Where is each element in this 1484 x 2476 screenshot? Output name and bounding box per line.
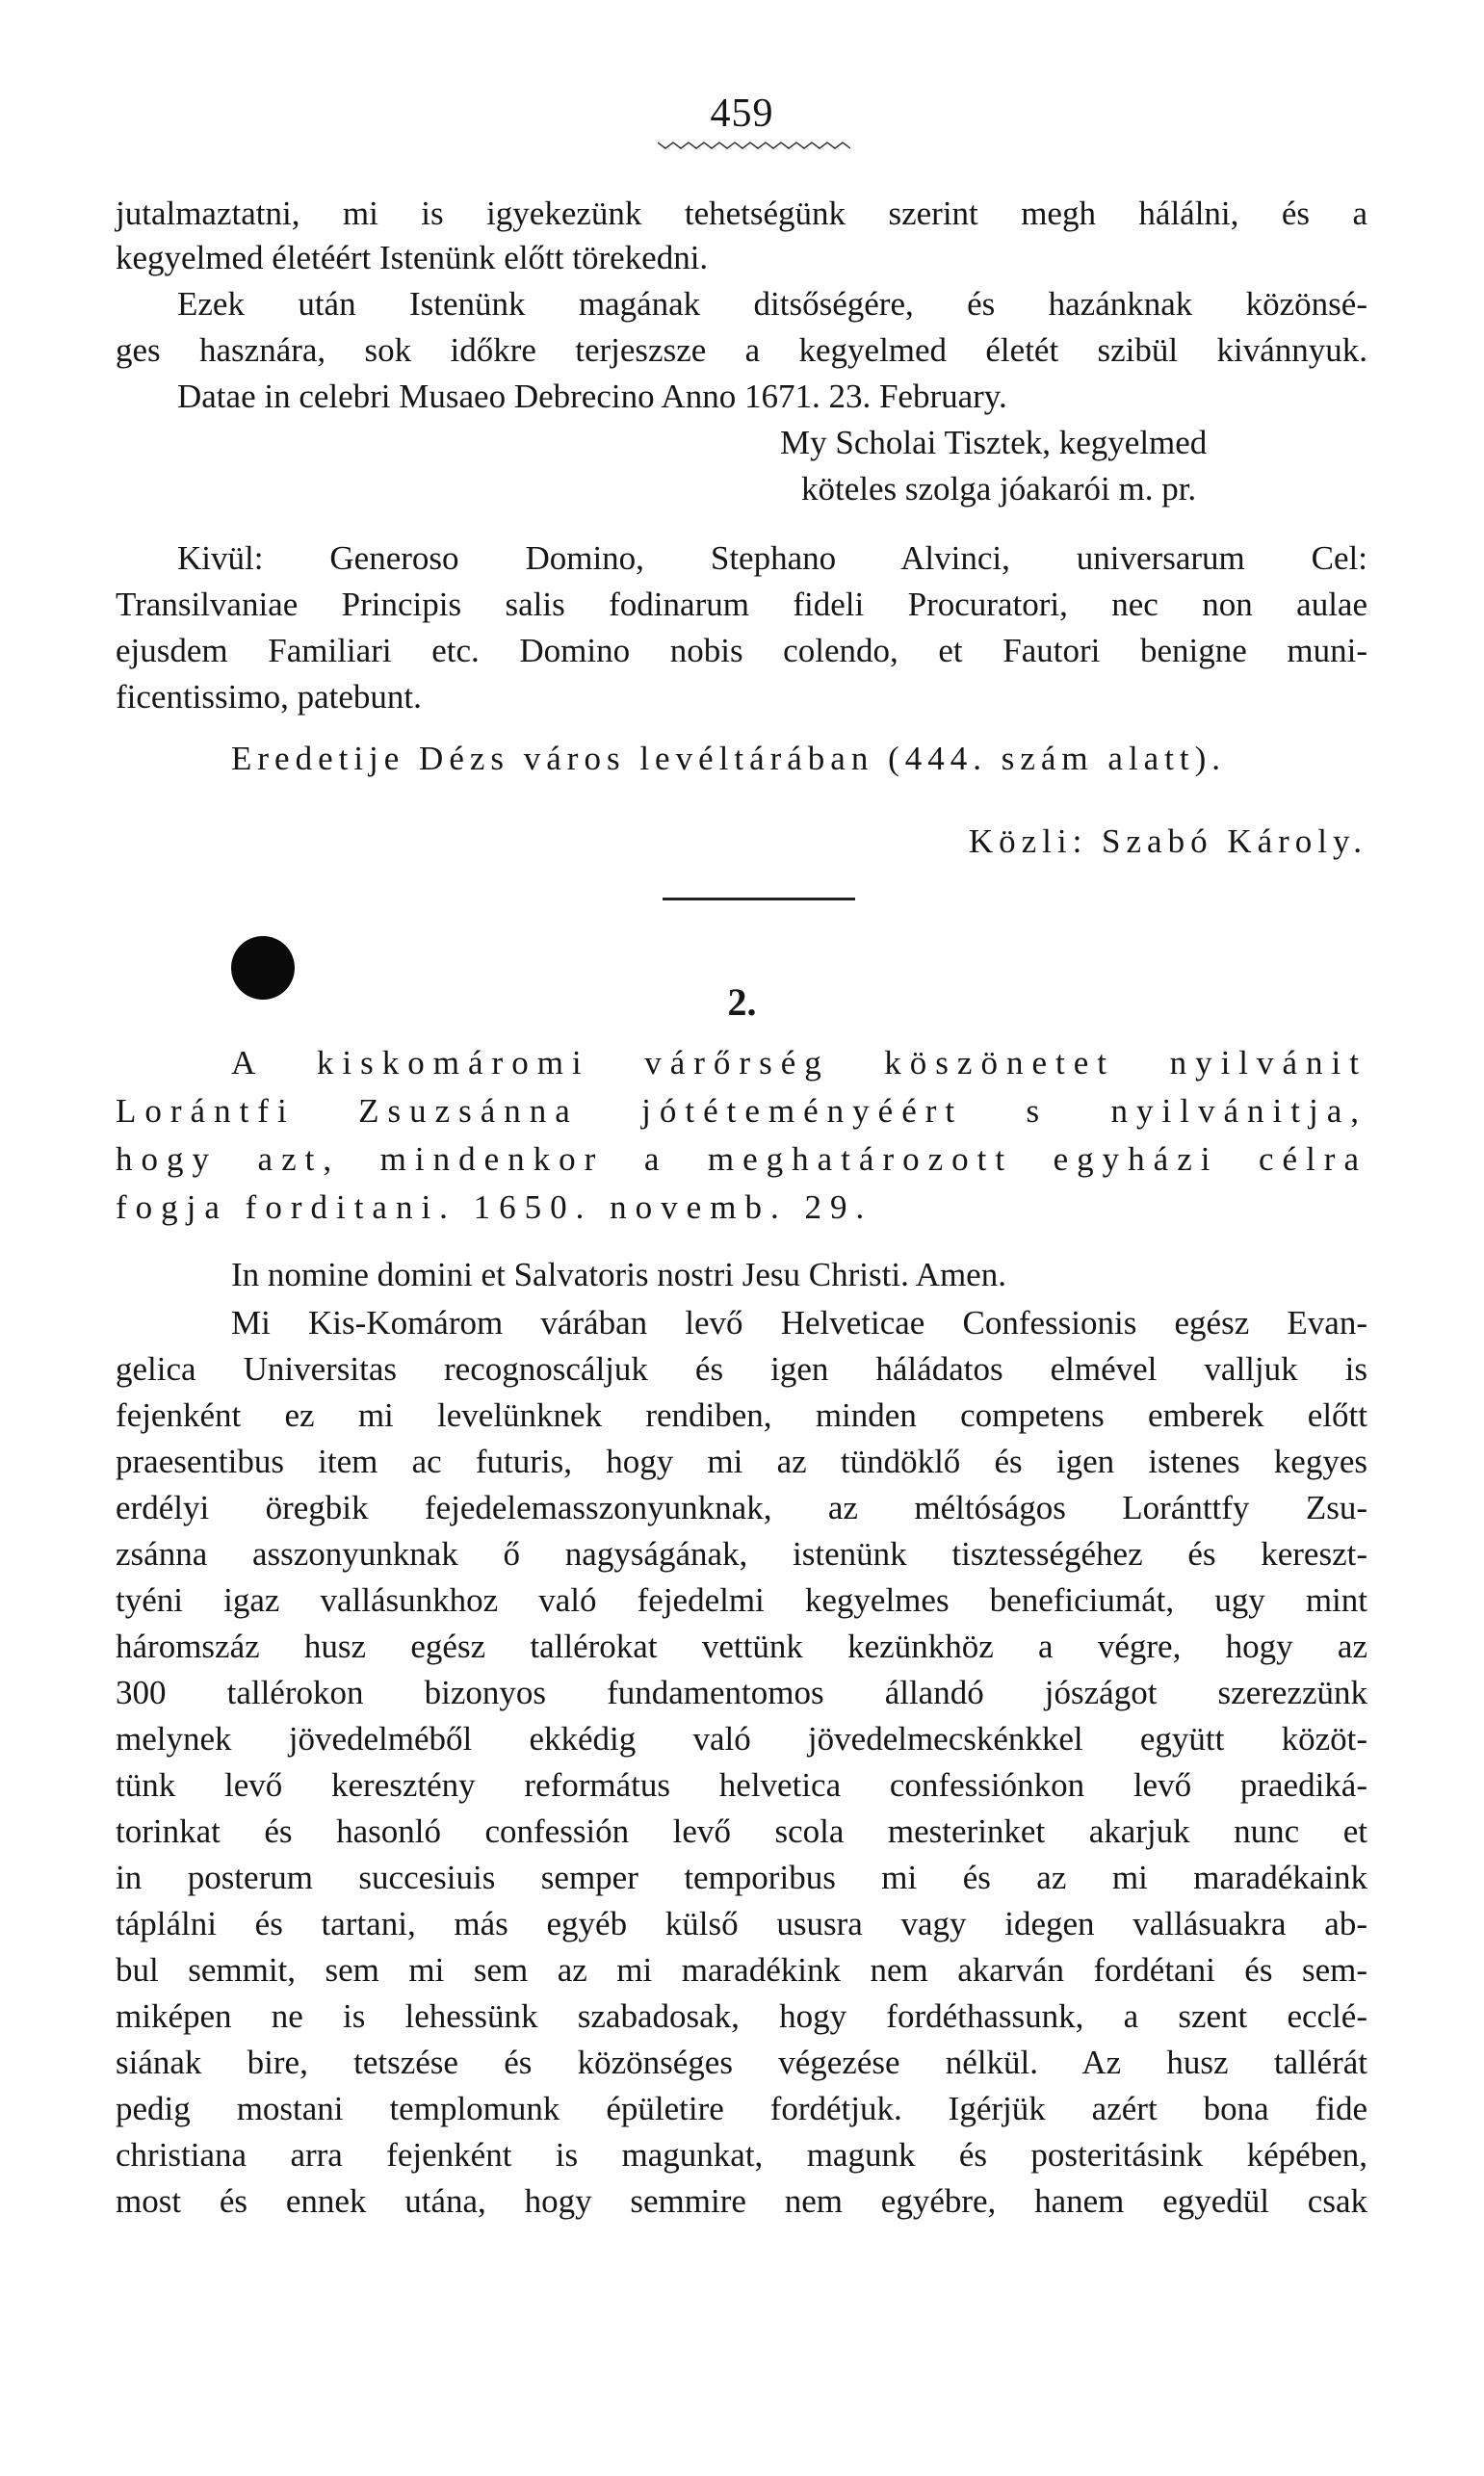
text-line: torinkat és hasonló confessión levő scola mesterinket akarjuk nunc et — [116, 1812, 1367, 1850]
text-line: Mi Kis-Komárom várában levő Helveticae Confessionis egész Evan- — [231, 1304, 1367, 1342]
text-line: In nomine domini et Salvatoris nostri Jesu Christi. Amen. — [231, 1256, 1006, 1293]
text-line: gelica Universitas recognoscáljuk és igen háládatos elmével valljuk is — [116, 1350, 1367, 1388]
section-divider — [663, 898, 855, 900]
heading-line: Lorántfi Zsuzsánna jótéteményéért s nyilvánitja, — [116, 1092, 1367, 1130]
text-line: kegyelmed életéért Istenünk előtt törekedni. — [116, 239, 709, 276]
text-line: zsánna asszonyunknak ő nagyságának, istenünk tisztességéhez és kereszt- — [116, 1535, 1367, 1573]
text-line: ejusdem Familiari etc. Domino nobis colendo, et Fautori benigne muni- — [116, 632, 1367, 669]
text-line: siának bire, tetszése és közönséges végezése nélkül. Az husz tallérát — [116, 2044, 1367, 2081]
text-line: Ezek után Istenünk magának ditsőségére, és hazánknak közönsé- — [177, 285, 1367, 323]
text-line: 300 tallérokon bizonyos fundamentomos állandó jószágot szerezzünk — [116, 1674, 1367, 1711]
heading-line: hogy azt, mindenkor a meghatározott egyházi célra — [116, 1140, 1367, 1178]
text-line: táplálni és tartani, más egyéb külső ususra vagy idegen vallásuakra ab- — [116, 1905, 1367, 1942]
heading-line: A kiskomáromi várőrség köszönetet nyilvánit — [231, 1044, 1367, 1082]
text-line: tyéni igaz vallásunkhoz való fejedelmi kegyelmes beneficiumát, ugy mint — [116, 1581, 1367, 1619]
text-line: Kivül: Generoso Domino, Stephano Alvinci, universarum Cel: — [177, 539, 1367, 577]
text-line: praesentibus item ac futuris, hogy mi az tündöklő és igen istenes kegyes — [116, 1443, 1367, 1480]
text-line: jutalmaztatni, mi is igyekezünk tehetségünk szerint megh hálálni, és a — [116, 195, 1367, 232]
text-line: christiana arra fejenként is magunkat, magunk és posteritásink képében, — [116, 2136, 1367, 2174]
source-note: Eredetije Dézs város levéltárában (444. szám alatt). — [231, 740, 1227, 777]
text-line: miképen ne is lehessünk szabadosak, hogy fordéthassunk, a szent ecclé- — [116, 1997, 1367, 2035]
text-line: Datae in celebri Musaeo Debrecino Anno 1671. 23. February. — [177, 378, 1007, 415]
text-line: háromszáz husz egész tallérokat vettünk kezünkhöz a végre, hogy az — [116, 1628, 1367, 1665]
text-line: most és ennek utána, hogy semmire nem egyébre, hanem egyedül csak — [116, 2182, 1367, 2220]
text-line: melynek jövedelméből ekkédig való jövedelmecskénkkel együtt közöt- — [116, 1720, 1367, 1758]
text-line: ges hasznára, sok időkre terjeszsze a kegyelmed életét szibül kivánnyuk. — [116, 331, 1367, 369]
text-line: erdélyi öregbik fejedelemasszonyunknak, az méltóságos Loránttfy Zsu- — [116, 1489, 1367, 1526]
text-line: fejenként ez mi levelünknek rendiben, minden competens emberek előtt — [116, 1396, 1367, 1434]
text-line: pedig mostani templomunk épületire fordétjuk. Igérjük azért bona fide — [116, 2090, 1367, 2127]
page-number: 459 — [710, 91, 774, 136]
heading-line: fogja forditani. 1650. novemb. 29. — [116, 1188, 873, 1226]
text-line: tünk levő keresztény református helvetica confessiónkon levő praediká- — [116, 1766, 1367, 1804]
text-line: bul semmit, sem mi sem az mi maradékink nem akarván fordétani és sem- — [116, 1951, 1367, 1989]
section-number: 2. — [727, 980, 757, 1024]
signature-line: köteles szolga jóakarói m. pr. — [801, 470, 1197, 508]
text-line: in posterum succesiuis semper temporibus mi és az mi maradékaink — [116, 1859, 1367, 1896]
text-line: Transilvaniae Principis salis fodinarum fideli Procuratori, nec non aulae — [116, 586, 1367, 623]
ornament-underline — [658, 139, 850, 152]
text-line: ficentissimo, patebunt. — [116, 678, 422, 716]
communicator-note: Közli: Szabó Károly. — [968, 822, 1367, 860]
signature-line: My Scholai Tisztek, kegyelmed — [780, 424, 1208, 461]
